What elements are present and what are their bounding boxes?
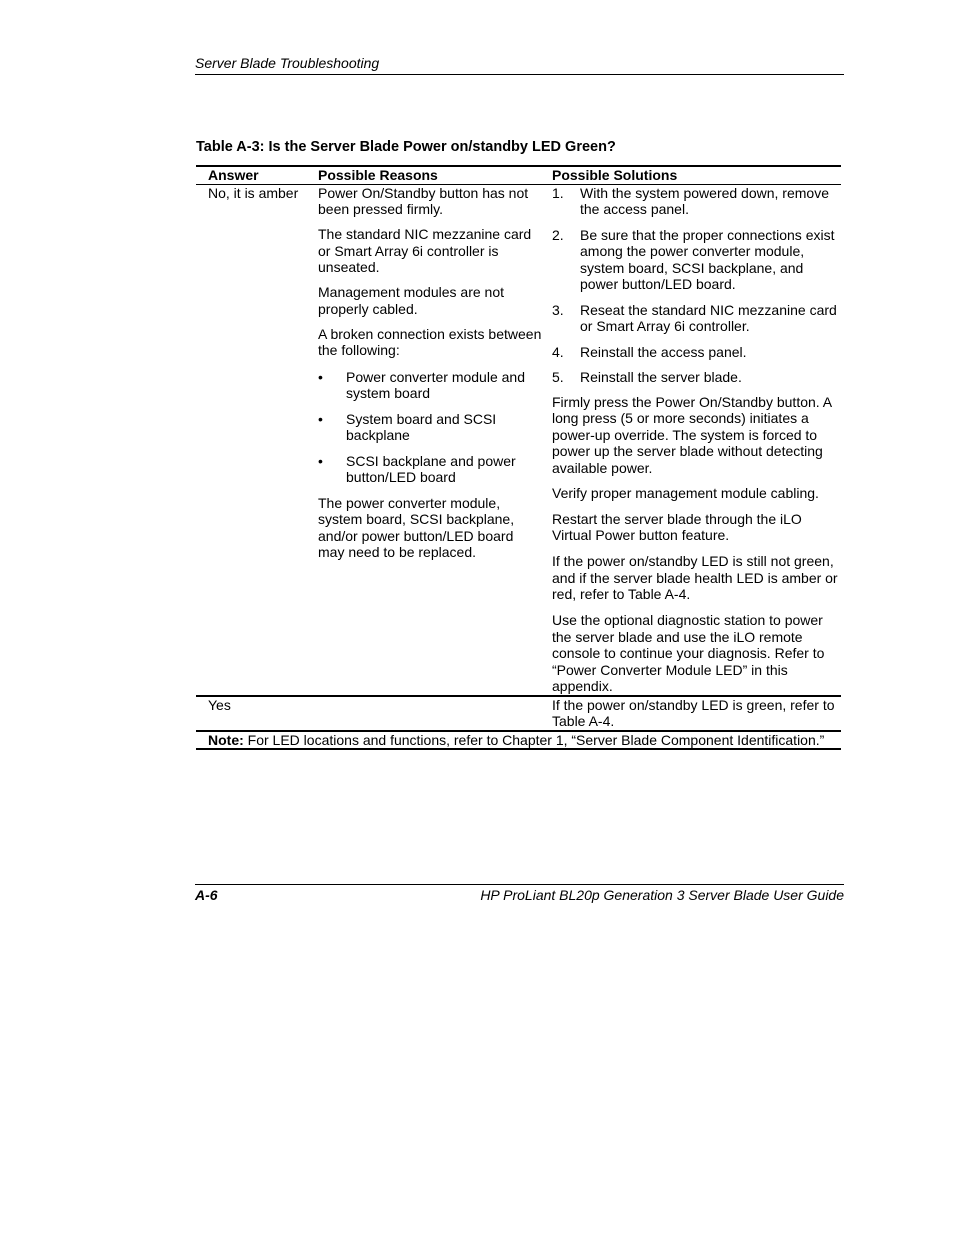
step-number: 4. bbox=[552, 343, 564, 360]
bullet-text: Power converter module and system board bbox=[346, 368, 525, 401]
table-row-amber bbox=[196, 184, 841, 696]
bullet-icon: • bbox=[318, 410, 323, 427]
header-possible-solutions: Possible Solutions bbox=[552, 166, 841, 184]
page-number: A-6 bbox=[195, 887, 218, 903]
page-footer bbox=[195, 884, 844, 904]
step-text: Be sure that the proper connections exist among the power converter module, system board, SCSI backplane, and power button/LED board. bbox=[580, 226, 835, 292]
step-number: 1. bbox=[552, 184, 564, 201]
bullet-text: SCSI backplane and power button/LED board bbox=[346, 452, 516, 485]
list-item bbox=[552, 302, 841, 335]
table-title: Table A-3: Is the Server Blade Power on/standby LED Green? bbox=[196, 139, 616, 155]
bullet-text: System board and SCSI backplane bbox=[346, 410, 497, 443]
header-possible-reasons: Possible Reasons bbox=[318, 166, 552, 184]
solution-paragraph: Firmly press the Power On/Standby button. A long press (5 or more seconds) initiates a power-up override. The system is forced to power up the server blade without detecting available power. bbox=[552, 393, 832, 476]
step-text: Reinstall the server blade. bbox=[580, 369, 742, 385]
step-text: Reinstall the access panel. bbox=[580, 343, 747, 360]
reasons-cell bbox=[318, 184, 552, 696]
solution-paragraph: Verify proper management module cabling. bbox=[552, 484, 819, 501]
solution-paragraph: Use the optional diagnostic station to power the server blade and use the iLO remote console to continue your diagnosis. Refer to “Power Converter Module LED” in this appendix. bbox=[552, 612, 825, 694]
reason-paragraph: The power converter module, system board, SCSI backplane, and/or power button/LED board may need to be replaced. bbox=[318, 494, 515, 560]
table-header-row bbox=[196, 166, 841, 184]
reason-paragraph: A broken connection exists between the following: bbox=[318, 325, 542, 358]
table-note-row bbox=[196, 731, 841, 750]
reason-paragraph: Power On/Standby button has not been pressed firmly. bbox=[318, 184, 529, 217]
list-item bbox=[318, 411, 542, 444]
list-item bbox=[318, 369, 542, 402]
step-number: 2. bbox=[552, 226, 564, 243]
list-item bbox=[552, 227, 841, 293]
solution-steps-list bbox=[552, 185, 841, 386]
reason-paragraph: The standard NIC mezzanine card or Smart Array 6i controller is unseated. bbox=[318, 226, 532, 275]
note-label: Note: bbox=[208, 731, 244, 748]
running-title: Server Blade Troubleshooting bbox=[195, 55, 380, 71]
step-number: 5. bbox=[552, 369, 564, 385]
answer-cell: No, it is amber bbox=[196, 184, 318, 696]
guide-title: HP ProLiant BL20p Generation 3 Server Blade User Guide bbox=[480, 887, 844, 903]
step-number: 3. bbox=[552, 301, 564, 318]
reasons-cell bbox=[318, 696, 552, 731]
note-cell bbox=[196, 731, 841, 750]
step-text: With the system powered down, remove the access panel. bbox=[580, 184, 829, 217]
running-header bbox=[195, 55, 844, 75]
note-text: For LED locations and functions, refer to Chapter 1, “Server Blade Component Identification.” bbox=[243, 731, 825, 748]
bullet-icon: • bbox=[318, 452, 323, 469]
troubleshooting-table bbox=[196, 165, 841, 750]
list-item bbox=[318, 453, 542, 486]
reason-paragraph: Management modules are not properly cabled. bbox=[318, 284, 504, 317]
solution-paragraph: If the power on/standby LED is still not green, and if the server blade health LED is amber or red, refer to Table A-4. bbox=[552, 553, 838, 602]
step-text: Reseat the standard NIC mezzanine card or Smart Array 6i controller. bbox=[580, 301, 837, 334]
bullet-icon: • bbox=[318, 368, 323, 385]
solutions-cell: If the power on/standby LED is green, refer to Table A-4. bbox=[552, 696, 841, 731]
list-item bbox=[552, 185, 841, 218]
answer-cell: Yes bbox=[196, 696, 318, 731]
solutions-cell bbox=[552, 184, 841, 696]
solution-paragraph: Restart the server blade through the iLO Virtual Power button feature. bbox=[552, 510, 802, 543]
table-row-yes bbox=[196, 696, 841, 731]
broken-connections-list bbox=[318, 369, 542, 486]
header-answer: Answer bbox=[196, 166, 318, 184]
list-item bbox=[552, 344, 841, 361]
list-item bbox=[552, 369, 841, 386]
